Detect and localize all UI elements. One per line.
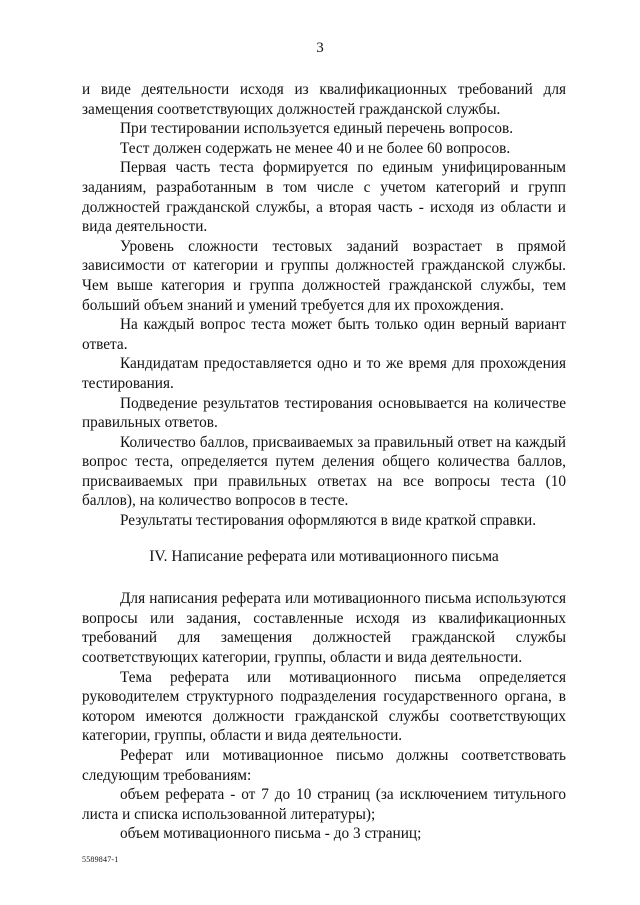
paragraph: Тест должен содержать не менее 40 и не более 60 вопросов. — [120, 139, 511, 157]
paragraph: Для написания реферата или мотивационного письма используются вопросы или задания, составленные исходя из квалификационных требований для замещения должностей гражданской службы соответствующих категории, группы, области и вида деятельности. — [82, 590, 566, 667]
paragraph: Результаты тестирования оформляются в виде краткой справки. — [120, 512, 537, 530]
paragraph: объем мотивационного письма - до 3 страниц; — [120, 825, 422, 843]
paragraph: Тема реферата или мотивационного письма определяется руководителем структурного подразделения государственного органа, в котором имеются должности гражданской службы соответствующих категории, группы, области и вида деятельности. — [82, 668, 566, 745]
paragraph: Первая часть теста формируется по единым унифицированным заданиям, разработанным в том числе с учетом категорий и групп должностей гражданской службы, а вторая часть - исходя из области и вида деятельности. — [82, 159, 566, 236]
section-heading: IV. Написание реферата или мотивационного письма — [149, 547, 499, 565]
document-body — [82, 80, 566, 844]
paragraph: На каждый вопрос теста может быть только один верный вариант ответа. — [82, 316, 566, 353]
paragraph: Подведение результатов тестирования основывается на количестве правильных ответов. — [82, 394, 566, 432]
page-number: 3 — [316, 40, 324, 56]
paragraph: и виде деятельности исходя из квалификационных требований для замещения соответствующих должностей гражданской службы. — [82, 81, 566, 118]
paragraph: Реферат или мотивационное письмо должны соответствовать следующим требованиям: — [82, 747, 566, 784]
paragraph: Кандидатам предоставляется одно и то же время для прохождения тестирования. — [82, 355, 566, 392]
paragraph: объем реферата - от 7 до 10 страниц (за исключением титульного листа и списка использованной литературы); — [82, 786, 566, 823]
paragraph: Количество баллов, присваиваемых за правильный ответ на каждый вопрос теста, определяется путем деления общего количества баллов, присваиваемых при правильных ответах на все вопросы теста (10 баллов), на количество вопросов в тесте. — [82, 433, 566, 510]
paragraph: Уровень сложности тестовых заданий возрастает в прямой зависимости от категории и группы должностей гражданской службы. Чем выше категория и группа должностей гражданской службы, тем больший объем знаний и умений требуется для их прохождения. — [82, 237, 566, 314]
paragraph: При тестировании используется единый перечень вопросов. — [120, 120, 514, 138]
document-code: 5589847-1 — [82, 855, 119, 864]
